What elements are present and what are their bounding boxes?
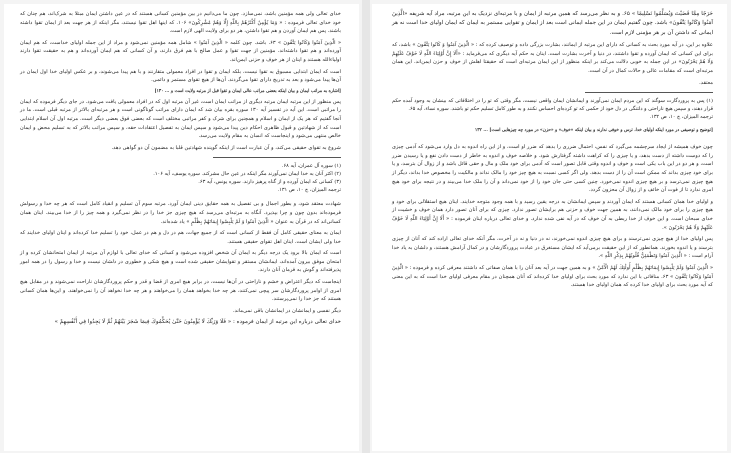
left-page-top-text [20, 10, 341, 85]
right-paragraph: علاوه بر این، در آیه مورد بحث به کسانی که دارای این مرتبه از ایمانند، بشارت بزرگی داده و توصیف کرده که : « الَّذِينَ آمَنُوا وَ كَانُوا يَتَّقُونَ » باشد، که برای این کسانی که ایمان آورده و تقوا داشتند، در دنیا و آخرت بشارت است. اینان به حکم آیه دیگری که می‌فرماید : «أَلَا إِنَّ أَوْلِيَاءَ اللَّهِ لَا خَوْفٌ عَلَيْهِمْ وَلَا هُمْ يَحْزَنُونَ» در این جمله به خوبی دلالت می‌کند بر اینکه منظور از این ایمان مرتبه‌ای است که حقیقتا اهلش از خوف و حزن ایمن‌اند. این همان مرتبه‌ای است که مقامات عالی و حالات کمال در آن است. [392, 42, 713, 74]
left-footnotes [20, 162, 341, 194]
left-paragraph: پس منظور از این مرتبه ایمان مرتبه دیگری از مراتب ایمان است، غیر آن مرتبه اول که در افراد معمولی یافت می‌شود. در جای دیگر فرموده که ایمان را مراتبی است. این آیه در تفسیر آیه ۱۳۰ سوره بقره بیان شد که ایمان دارای مراتب گوناگونی است و هر مرتبه‌ای بالاتر از مرتبه قبلی است. ما در آنجا گفتیم که هر یک از ایمان و اسلام و همچنین برای شرک و کفر مراتبی مختلف است که بعضی فوق بعضی دیگر است. مرتبه اول آن اسلام ابتدایی است که از شهادتین و قبول ظاهری احکام دین پیدا می‌شود و سپس ایمان به تفصیل اعتقادات حقه، و سپس مراتب بالاتر که به تسلیم محض و ایمان خالص منتهی می‌شود و اینجاست که انسان به مقام ولایت می‌رسد. [20, 98, 341, 140]
footnote: (۲) اکثر آنان به خدا ایمان نمی‌آورند مگر اینکه در عین حال مشرکند. سوره یوسف، آیه ۱۰۶. [153, 171, 341, 178]
footnote-divider [585, 92, 713, 93]
left-paragraph: است که ایمان ابتدایی مسبوق به تقوا نیست، بلکه ایمان و تقوا در افراد معمولی متقارنند و با هم پیدا می‌شوند، و بر عکس اولیای خدا اول ایمان در آن‌ها پیدا می‌شود و بعد به تدریج دارای تقوا می‌گردند. آن‌ها از هیچ تقوای مستمر و دائمی. [20, 68, 341, 84]
footnote-reference: ترجمه المیزان، ج ۱۰، ص ۱۳۱. [277, 187, 341, 194]
right-page [372, 4, 727, 451]
right-paragraph: و اولیای خدا همان کسانی هستند که ایمان آوردند و سپس ایمانشان به درجه یقین رسید و با همه وجود متوجه خدایند. اینان هیچ استقلالی برای خود و هیچ چیزی را برای خود مالک نمی‌دانند، به همین جهت خوف و حزنی هم برایشان تصور ندارد. چیزی که برای آنان تصور دارد همان خوف و خشیت از خدای سبحان است. و این خوف از خدا ربطی به آن خوف که در آیه نفی شده ندارد. و خدای تعالی درباره اینان فرموده : « أَلَا إِنَّ أَوْلِيَاءَ اللَّهِ لَا خَوْفٌ عَلَيْهِمْ وَلَا هُمْ يَحْزَنُونَ ». [392, 198, 713, 231]
right-paragraph: معتقد. [699, 79, 713, 86]
right-page-bottom-text [392, 143, 713, 290]
left-page-bottom-text [20, 200, 341, 328]
book-gutter [362, 0, 370, 453]
left-paragraph: خدای تعالی ولی همه مؤمنین باشد، نمی‌سازد. چون ما می‌دانیم در بین مؤمنین کسانی هستند که در عین داشتن ایمان مبتلا به شرک‌اند، هم چنان که خود خدای تعالی فرموده : « وَمَا يُؤْمِنُ أَكْثَرُهُمْ بِاللَّهِ إِلَّا وَهُمْ مُشْرِكُونَ» ۱۰۶. که اینها اهل تقوا نیستند، مگر اینکه از هر جهت بعد از ایمان تقوا داشته باشند. پس هم ایمان آوردن و هم تقوا داشتن، هر دو برای ولایت الهی لازم است. [20, 11, 341, 35]
left-paragraph: ایمان به معنای حقیقی کامل آن فقط از کسانی است که از جمیع جهات، هم در دل و هم در عمل، خود را تسلیم خدا کرده‌اند و اینان اولیای خدایند که خدا ولی ایشان است. اینان اهل تقوای حقیقی هستند. [20, 230, 341, 245]
right-paragraph: پس اولیای خدا از هیچ چیزی نمی‌ترسند و برای هیچ چیزی اندوه نمی‌خورند، نه در دنیا و نه در آخرت، مگر آنکه خدای تعالی اراده کند که آنان از چیزی بترسند و یا اندوه بخورند. همانطور که از این حقیقت برمی‌آید که ایشان مستغرق در عبادت پروردگارشان و در کمال آرامش هستند، و دلشان به یاد خدا آرام است : « الَّذِينَ آمَنُوا وَتَطْمَئِنُّ قُلُوبُهُمْ بِذِكْرِ اللَّهِ ». [392, 236, 713, 260]
left-paragraph: دیگر نفسی و ایمانشان در ایمانشان باقی نمی‌ماند. [233, 307, 341, 314]
section-note: [اشاره به مراتب ایمان و بیان اینکه بعضی مراتب عالی ایمان و تقوا قبل از مرتبه ولایت است و ... ۱۳۰] [154, 88, 341, 94]
left-paragraph: اینجاست که دیگر اعتراض و خشم و ناراحتی در آن‌ها نیست، در برابر هیچ امری از قضا و قدر و حکم پروردگارشان ناراحت نمی‌شوند و در مقابل هیچ امری از اوامر پروردگارشان سر پیچی نمی‌کنند، هر چه خدا بخواهد همان را می‌خواهند و هر چه خدا نخواهد آن را نمی‌خواهند. و این‌ها همان کسانی هستند که جز خدا را نمی‌پرستند. [20, 279, 341, 303]
left-paragraph: شهادت معتقد شود، و بطور اجمال و بی تفصیل به همه حقایق دینی ایمان آورد. مرتبه سوم آن تسلیم و انقیاد کامل است که هر چه خدا و رسولش فرموده‌اند بدون چون و چرا بپذیرد. آنگاه به مرتبه‌ای می‌رسد که هیچ چیزی جز خدا را در نظر نمی‌گیرد و همه چیز را از خدا می‌بیند. اینان همان کسانی‌اند که در قرآن به عنوان « الَّذِينَ آمَنُوا وَ لَمْ يَلْبِسُوا إِيمَانَهُمْ بِظُلْمٍ » یاد شده‌اند. [20, 201, 341, 225]
footnote-divider [213, 157, 341, 158]
footnote: (۱) سوره آل عمران، آیه ۶۸. [281, 163, 341, 170]
right-paragraph: « الَّذِينَ آمَنُوا وَلَمْ يَلْبِسُوا إِيمَانَهُمْ بِظُلْمٍ أُولَٰئِكَ لَهُمُ الْأَمْنُ » و به همین جهت در آیه بعد آنان را با همان صفاتی که داشتند معرفی کرده و فرموده : « الَّذِينَ آمَنُوا وَكَانُوا يَتَّقُونَ » ۶۳. منافاتی با این ندارد که مورد بحث برای اولیای خدا کرده‌اند که آنان همچنان در مقام معرفی اولیای خدا است که به این معنی که آیه مورد بحث برای اولیای خدا کرده که همان اولیای خدا هستند. [392, 264, 713, 289]
left-page [4, 4, 359, 451]
left-paragraph: است که ایمان بالا برود یک درجه دیگر به ایمان آن شخص افزوده می‌شود و کسانی که خدای تعالی با لوازم آن مرتبه از ایمان امتحانشان کرده و از امتحان موفق بیرون آمده‌اند، ایمانشان مستقر و تقوایشان حقیقی شده است و هیچ شکی و خطوری در دلشان نیست و خدا و رسول را در همه امور پذیرفته‌اند و گوش به فرمان آنان دارند. [20, 250, 341, 274]
right-page-top-text [392, 10, 713, 87]
left-paragraph: شروع به تقوای حقیقی می‌کند، و آن عبارت است از اینکه گوینده شهادتین قلبا به مضمون آن دو گواهی دهد. [111, 144, 341, 151]
left-page-middle-text [20, 98, 341, 153]
left-paragraph: « الَّذِينَ آمَنُوا وَكَانُوا يَتَّقُونَ » ۶۳. باشد. چون کلمه « الَّذِينَ آمَنُوا » شامل همه مؤمنین نمی‌شود و مراد از این جمله اولیای خداست، که هم ایمان آورده‌اند و هم تقوا داشته‌اند. مؤمنین از جهت تقوا و عمل صالح با هم فرق دارند، و آن کسانی که هم ایمان آورده‌اند و هم به حقیقت تقوا دارند اولیاءالله هستند و اینان از هر خوف و حزنی ایمن‌اند. [20, 39, 341, 63]
right-footnotes [392, 97, 713, 121]
quran-verse: خدای تعالی درباره این مرتبه از ایمان فرموده : « فَلَا وَرَبِّكَ لَا يُؤْمِنُونَ حَتَّىٰ يُحَكِّمُوكَ فِيمَا شَجَرَ بَيْنَهُمْ ثُمَّ لَا يَجِدُوا فِي أَنْفُسِهِمْ » [54, 319, 341, 326]
right-paragraph: حَرَجًا مِمَّا قَضَيْتَ وَيُسَلِّمُوا تَسْلِيمًا » ۶۵. و به نظر می‌رسد که همین مرتبه از ایمان و یا مرتبه‌ای نزدیک به این مرتبه، مراد آیه شریفه «الَّذِينَ آمَنُوا وَكَانُوا يَتَّقُونَ» باشد. چون گفتیم ایمان در این جمله ایمانی است بعد از ایمان و تقوایی مستمر به ایمان که ایمان اولیای خدا است نه هر ایمانی که داشتن آن بر هر مؤمنی لازم است. [392, 11, 713, 36]
footnote: (۱) پس به پروردگارت سوگند که این مردم ایمان نمی‌آورند و ایمانشان ایمان واقعی نیست، مگر وقتی که تو را در اختلافاتی که بینشان به وجود آمده حکم قرار دهند، و سپس هیچ ناراحتی و دلتنگی در دل خود از حکمی که تو کرده‌ای احساس نکنند و به طور کامل تسلیم حکم تو باشند. سوره نساء، آیه ۶۵. [392, 98, 713, 113]
footnote-reference: ترجمه المیزان، ج ۱۰، ص ۱۳۲. [649, 114, 713, 121]
section-note: [توضیح و توصیفی در مورد اینکه اولیای خدا، ترس و خوفی ندارند و بیان اینکه «خوف» و «حزن» در مورد چه چیزهایی است] ... ۱۳۲ [474, 128, 713, 134]
footnote: (۳) کسانی که ایمان آورده و از گناه پرهیز دارند. سوره یونس، آیه ۶۳. [198, 179, 341, 186]
right-paragraph: چون خوف همیشه از ایجاد سرچشمه می‌گیرد که نفس، احتمال ضرری را بدهد که ضرر او است، و از این راه اندوه به دل وارد می‌شود که آدمی چیزی را که دوست داشته از دست بدهد، و یا چیزی را که کراهت داشته گرفتارش شود. و خلاصه خوف و اندوه به خاطر از دست دادن نفع و یا رسیدن ضرر است، و هر دو در این باب یکی است و خوف و اندوه وقتی قابل تصور است که آدمی برای خود ملک و مال و حقی قائل باشد و از زوال آن بترسد، و یا برای خود چیزی بداند که ممکن است آن را از دست بدهد. ولی اگر کسی نسبت به هیچ چیز خود را مالک نداند و مالکیت را مخصوص خدا بداند، دیگر از هیچ چیزی نمی‌ترسد و بر هیچ چیزی اندوه نمی‌خورد. چنین کسی حتی جان خود را از خود نمی‌داند و آن را ملک خدا می‌بیند و در نتیجه برای خود هیچ امری ندارد تا از فوت آن خائف و از زوال آن محزون گردد. [392, 144, 713, 194]
